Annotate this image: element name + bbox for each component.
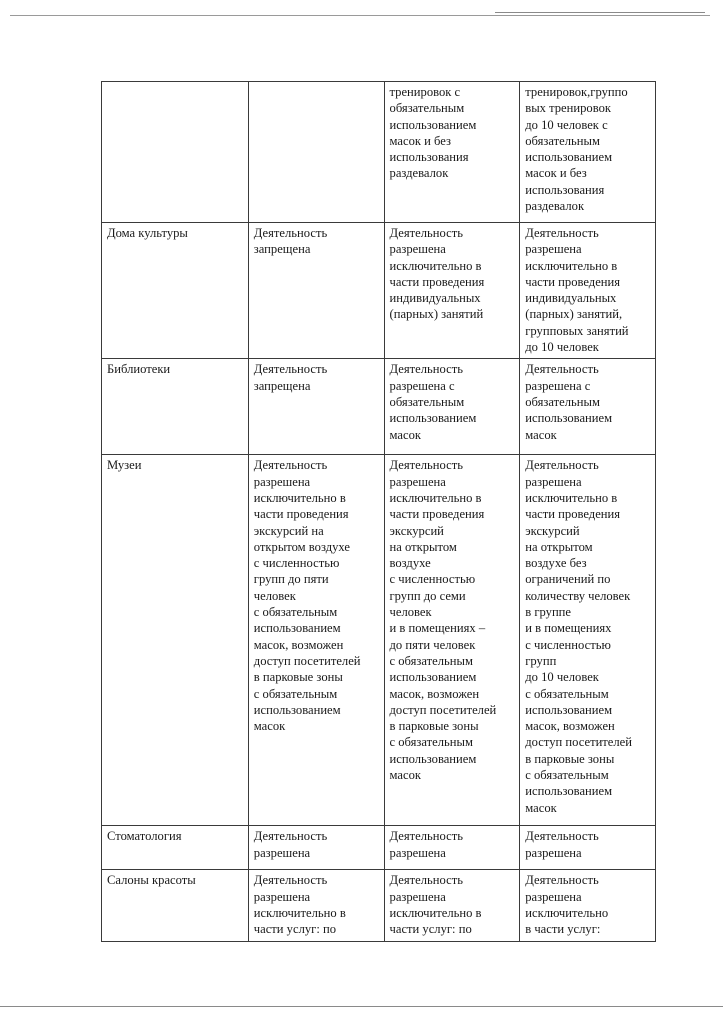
category-cell: Дома культуры (102, 223, 249, 359)
status-cell-2: Деятельность разрешена (384, 826, 520, 870)
scan-edge-bottom (0, 1006, 723, 1007)
status-cell-2: тренировок с обязательным использованием масок и без использования раздевалок (384, 82, 520, 223)
status-cell-1: Деятельность запрещена (248, 359, 384, 455)
status-cell-3: Деятельность разрешена с обязательным использованием масок (520, 359, 656, 455)
table-row (102, 455, 656, 826)
status-cell-3: Деятельность разрешена исключительно в части проведения индивидуальных (парных) занятий, групповых занятий до 10 человек (520, 223, 656, 359)
status-cell-1: Деятельность разрешена исключительно в части услуг: по (248, 870, 384, 942)
scan-edge-top-right (495, 12, 705, 13)
category-cell: Музеи (102, 455, 249, 826)
status-cell-1: Деятельность разрешена исключительно в части проведения экскурсий на открытом воздухе с численностью групп до пяти человек с обязательным использованием масок, возможен доступ посетителей в парковые зоны с обязательным использованием масок (248, 455, 384, 826)
category-cell (102, 82, 249, 223)
table-row (102, 359, 656, 455)
category-cell: Салоны красоты (102, 870, 249, 942)
status-cell-2: Деятельность разрешена исключительно в части проведения индивидуальных (парных) занятий (384, 223, 520, 359)
category-cell: Библиотеки (102, 359, 249, 455)
status-cell-2: Деятельность разрешена исключительно в части услуг: по (384, 870, 520, 942)
status-cell-3: Деятельность разрешена исключительно в части проведения экскурсий на открытом воздухе без ограничений по количеству человек в группе и в помещениях с численностью групп до 10 человек с обязательным использованием масок, возможен доступ посетителей в парковые зоны с обязательным использованием масок (520, 455, 656, 826)
table-row (102, 82, 656, 223)
status-cell-3: Деятельность разрешена (520, 826, 656, 870)
table-row (102, 870, 656, 942)
status-cell-3: тренировок,группо вых тренировок до 10 человек с обязательным использованием масок и без использования раздевалок (520, 82, 656, 223)
status-cell-1: Деятельность запрещена (248, 223, 384, 359)
status-cell-3: Деятельность разрешена исключительно в части услуг: (520, 870, 656, 942)
status-cell-2: Деятельность разрешена с обязательным использованием масок (384, 359, 520, 455)
status-cell-1: Деятельность разрешена (248, 826, 384, 870)
table-row (102, 826, 656, 870)
status-cell-2: Деятельность разрешена исключительно в части проведения экскурсий на открытом воздухе с численностью групп до семи человек и в помещениях – до пяти человек с обязательным использованием масок, возможен доступ посетителей в парковые зоны с обязательным использованием масок (384, 455, 520, 826)
restrictions-table (101, 81, 656, 942)
category-cell: Стоматология (102, 826, 249, 870)
table-row (102, 223, 656, 359)
scan-edge-top (10, 15, 710, 16)
status-cell-1 (248, 82, 384, 223)
